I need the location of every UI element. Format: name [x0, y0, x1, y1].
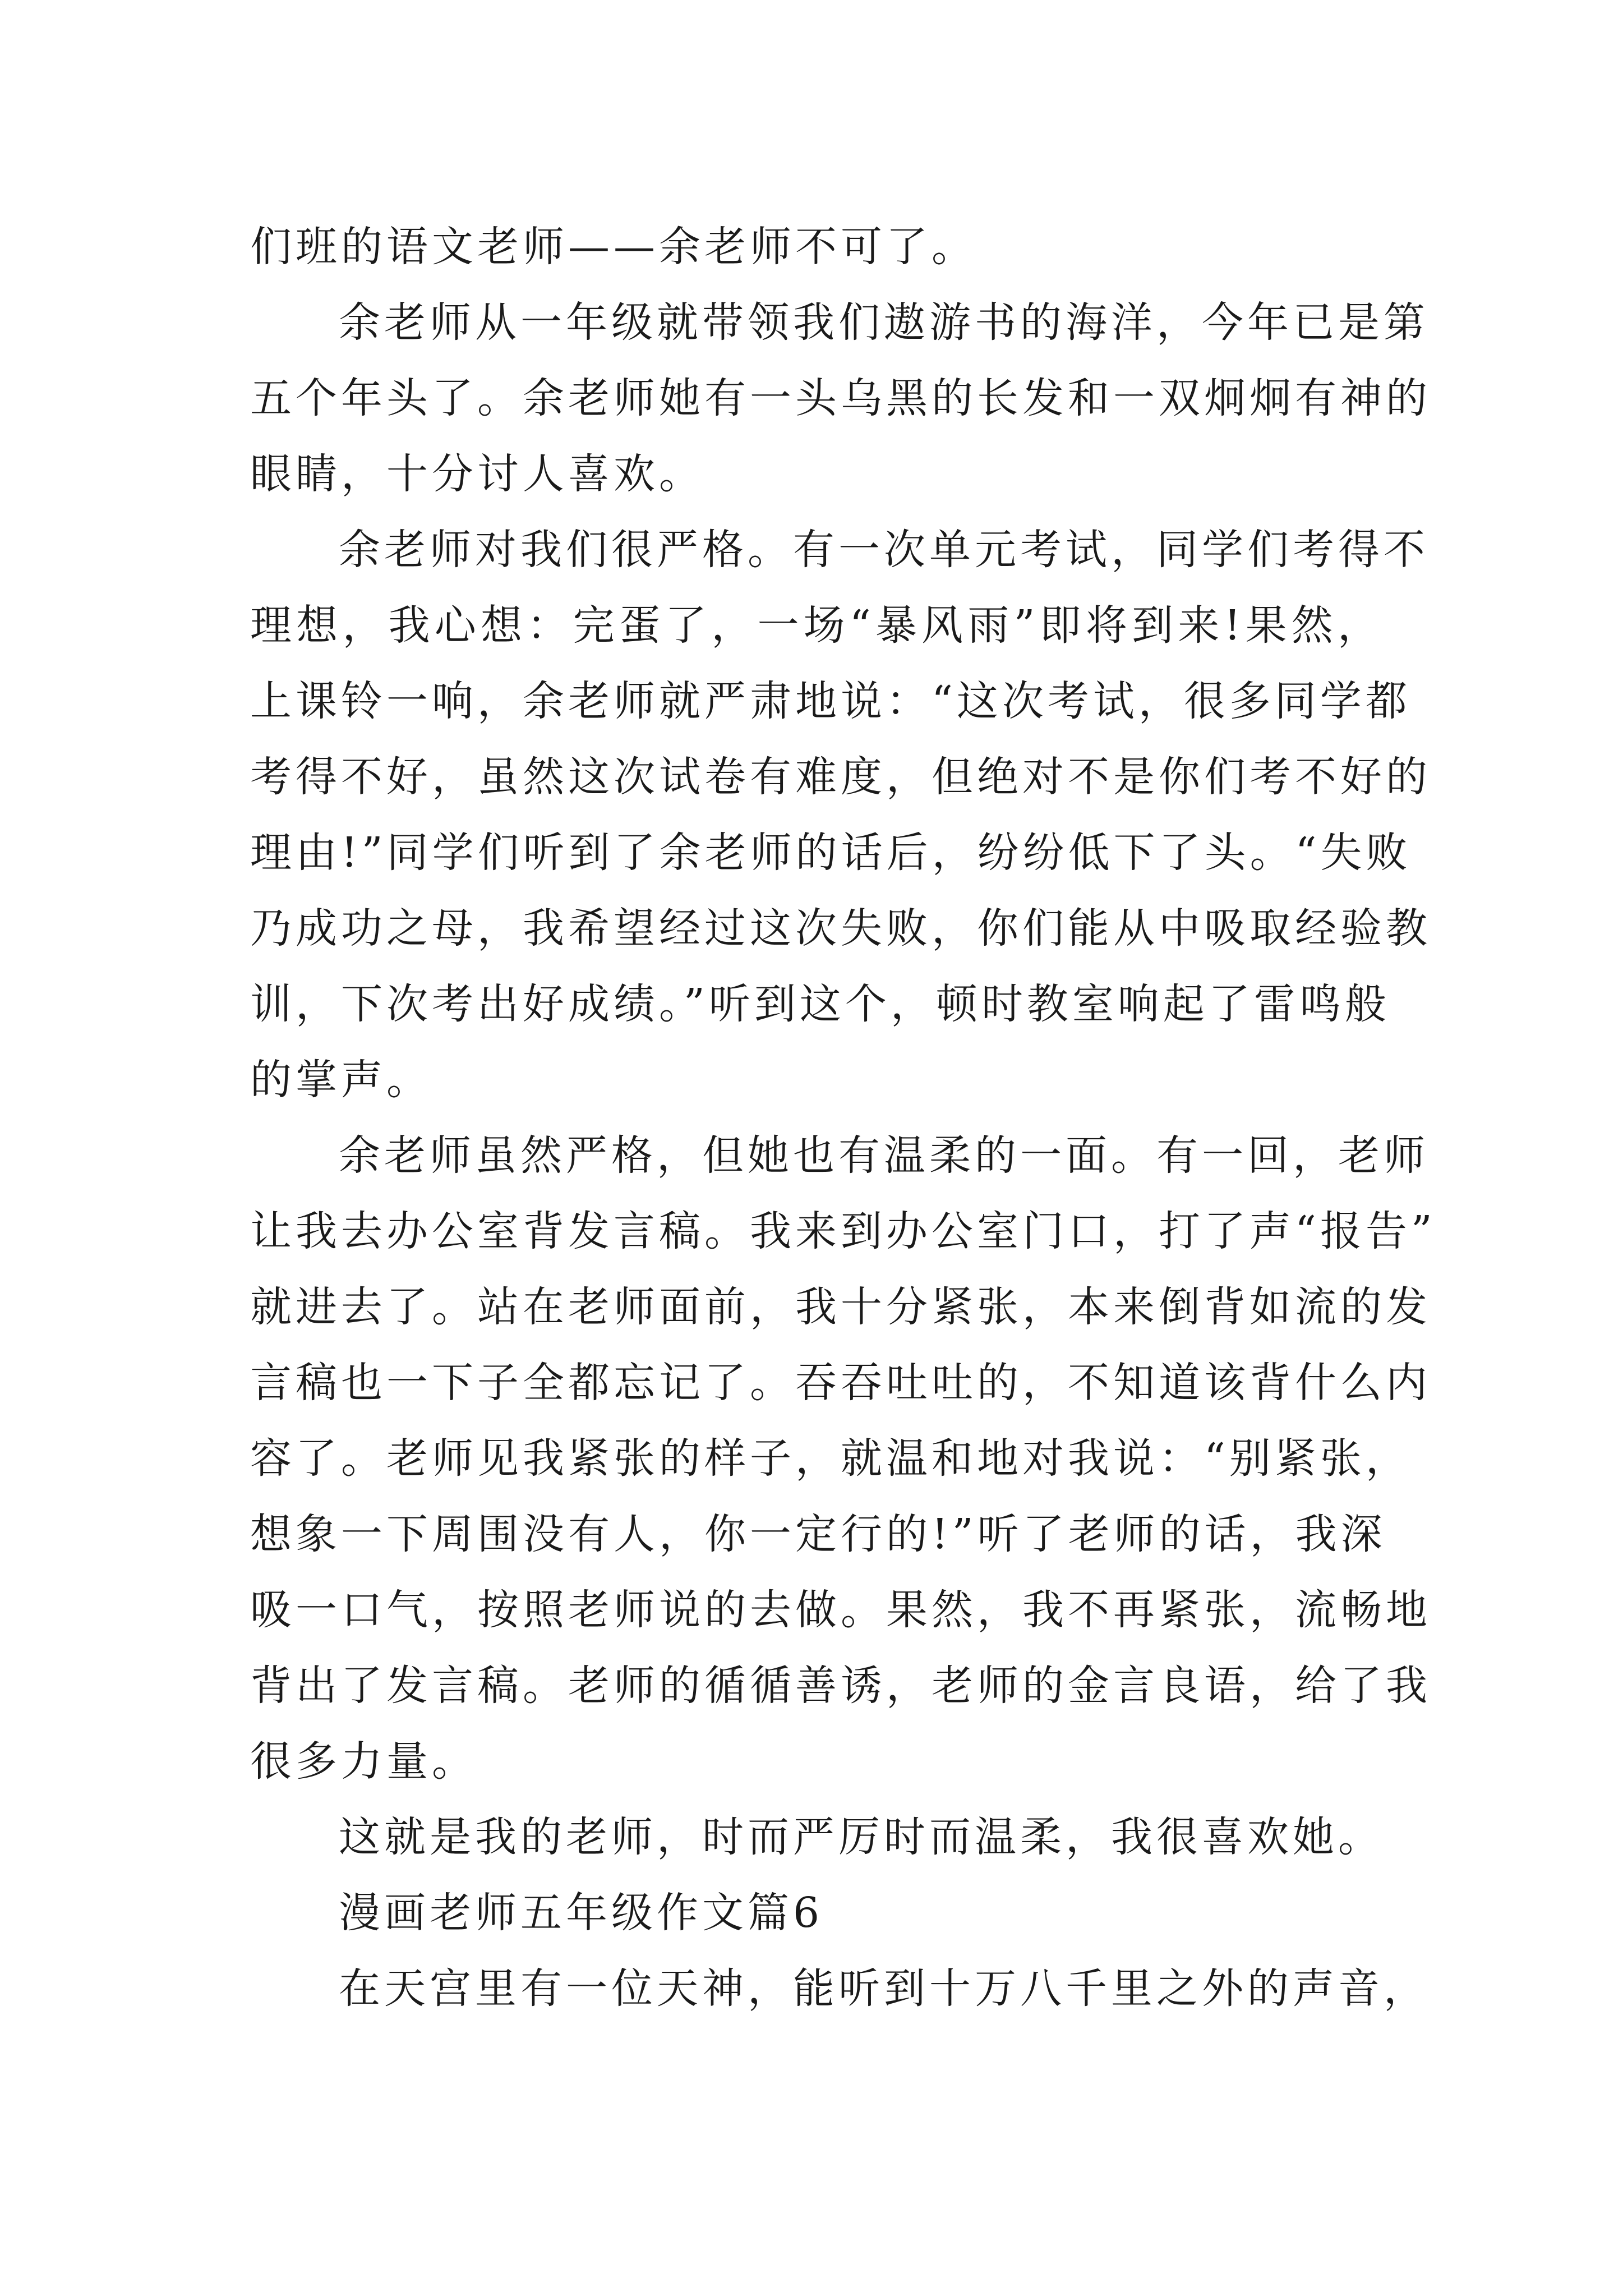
text-line: 背出了发言稿。老师的循循善诱，老师的金言良语，给了我 [250, 1662, 1431, 1710]
text-line: 们班的语文老师——余老师不可了。 [250, 223, 977, 271]
text-line: 余老师从一年级就带领我们遨游书的海洋，今年已是第 [339, 298, 1429, 347]
text-line: 考得不好，虽然这次试卷有难度，但绝对不是你们考不好的 [250, 753, 1431, 801]
text-line: 上课铃一响，余老师就严肃地说：“这次考试，很多同学都 [250, 677, 1411, 725]
text-line: 这就是我的老师，时而严厉时而温柔，我很喜欢她。 [339, 1813, 1384, 1861]
text-line: 就进去了。站在老师面前，我十分紧张，本来倒背如流的发 [250, 1283, 1431, 1331]
text-line: 在天宫里有一位天神，能听到十万八千里之外的声音， [339, 1964, 1429, 2013]
text-line: 吸一口气，按照老师说的去做。果然，我不再紧张，流畅地 [250, 1586, 1431, 1634]
text-line: 想象一下周围没有人，你一定行的!”听了老师的话，我深 [250, 1510, 1386, 1558]
text-line: 理由!”同学们听到了余老师的话后，纷纷低下了头。“失败 [250, 829, 1412, 877]
text-line: 训，下次考出好成绩。”听到这个，顿时教室响起了雷鸣般 [250, 980, 1390, 1028]
text-line: 余老师虽然严格，但她也有温柔的一面。有一回，老师 [339, 1131, 1429, 1180]
text-line: 五个年头了。余老师她有一头乌黑的长发和一双炯炯有神的 [250, 374, 1431, 422]
text-line: 乃成功之母，我希望经过这次失败，你们能从中吸取经验教 [250, 904, 1431, 953]
text-line: 言稿也一下子全都忘记了。吞吞吐吐的，不知道该背什么内 [250, 1359, 1431, 1407]
text-line: 的掌声。 [250, 1056, 432, 1104]
text-line: 眼睛，十分讨人喜欢。 [250, 450, 704, 498]
text-line: 容了。老师见我紧张的样子，就温和地对我说：“别紧张， [250, 1434, 1411, 1483]
text-line: 余老师对我们很严格。有一次单元考试，同学们考得不 [339, 526, 1429, 574]
section-heading: 漫画老师五年级作文篇6 [339, 1889, 824, 1937]
text-line: 很多力量。 [250, 1737, 477, 1786]
text-line: 理想，我心想：完蛋了，一场“暴风雨”即将到来!果然， [250, 601, 1383, 650]
text-line: 让我去办公室背发言稿。我来到办公室门口，打了声“报告” [250, 1207, 1436, 1255]
